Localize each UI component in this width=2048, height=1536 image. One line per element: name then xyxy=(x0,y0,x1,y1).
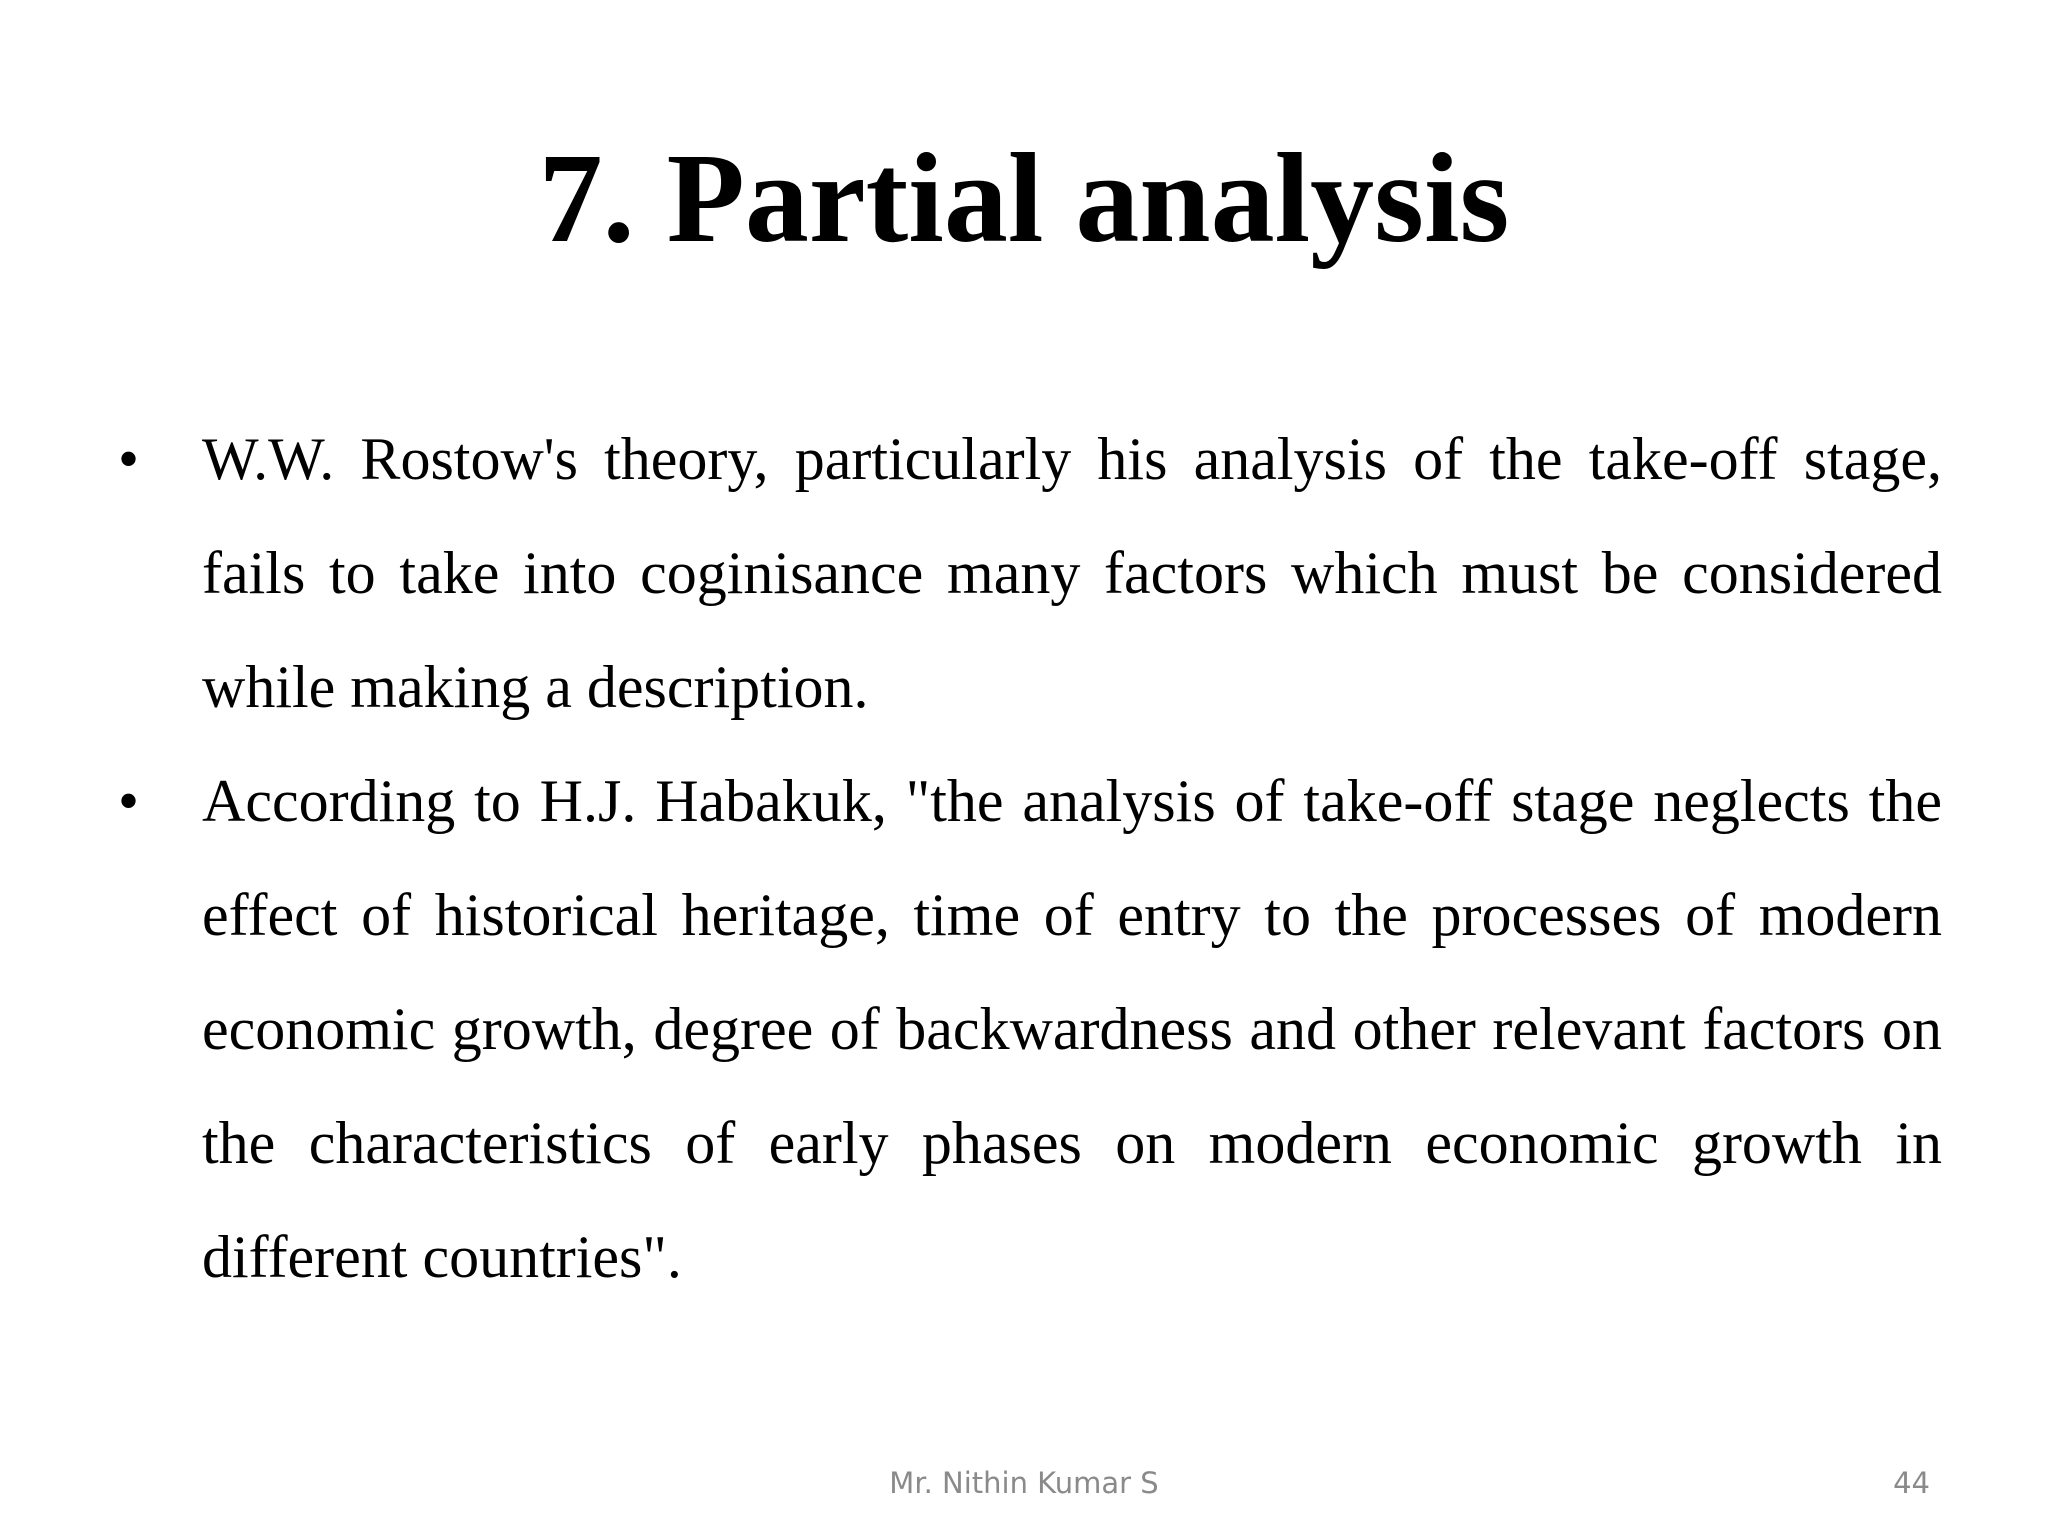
bullet-list xyxy=(118,402,1942,1314)
footer-author: Mr. Nithin Kumar S xyxy=(889,1466,1159,1500)
bullet-item xyxy=(118,744,1942,1314)
bullet-marker: • xyxy=(118,426,140,492)
bullet-item xyxy=(118,402,1942,744)
bullet-marker: • xyxy=(118,768,140,834)
bullet-text: According to H.J. Habakuk, "the analysis of take-off stage neglects the effect of historical heritage, time of entry to the processes of modern economic growth, degree of backwardness and other relevant factors on the characteristics of early phases on modern economic growth in different countries". xyxy=(202,768,1942,1290)
slide-title: 7. Partial analysis xyxy=(538,127,1510,269)
page-number: 44 xyxy=(1893,1466,1930,1500)
bullet-text: W.W. Rostow's theory, particularly his analysis of the take-off stage, fails to take into coginisance many factors which must be considered while making a description. xyxy=(202,426,1942,720)
